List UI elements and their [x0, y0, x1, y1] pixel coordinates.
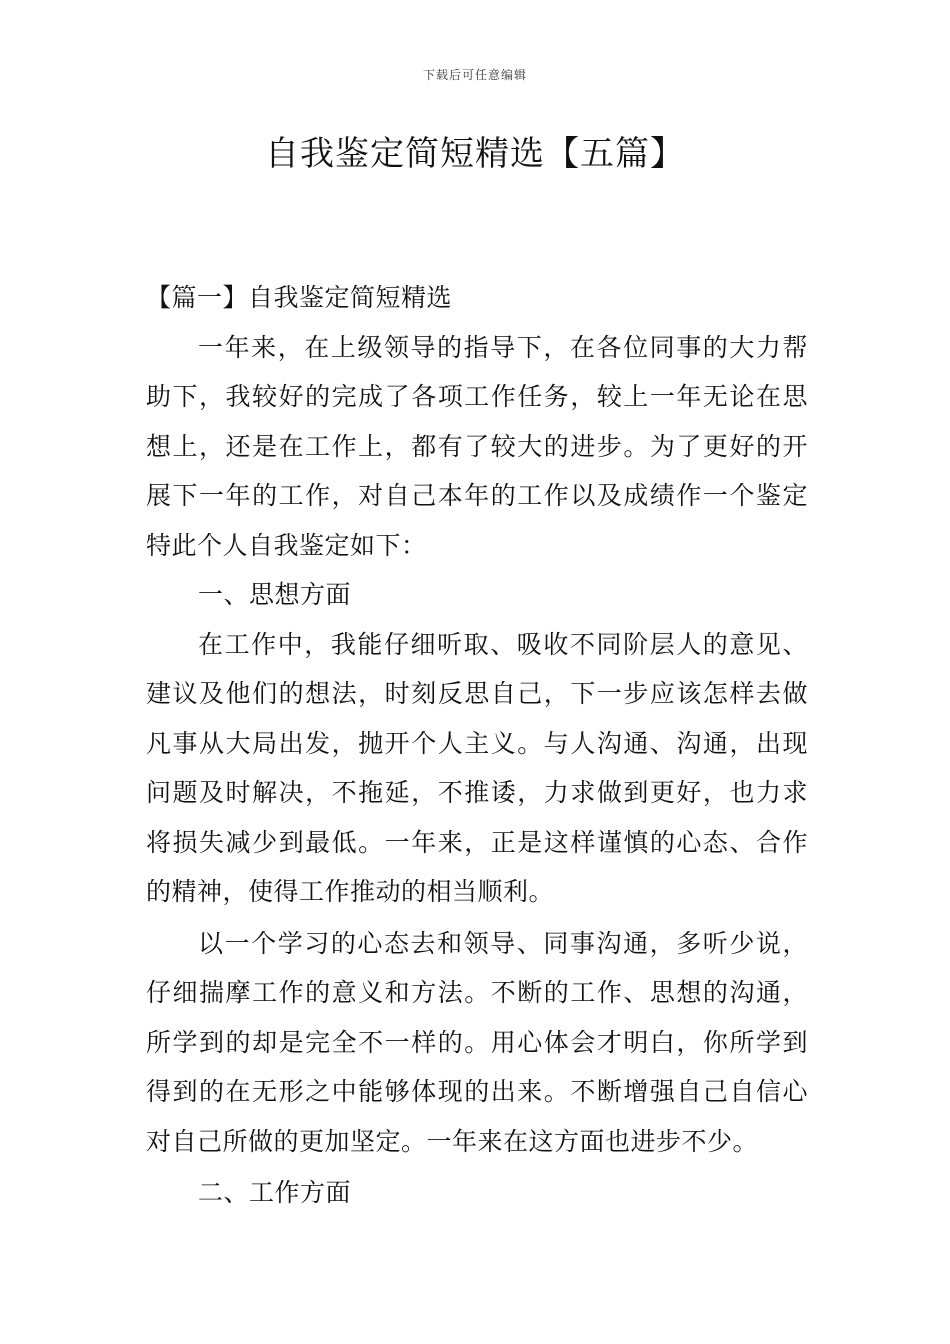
paragraph-thought-2: 以一个学习的心态去和领导、同事沟通，多听少说，仔细揣摩工作的意义和方法。不断的工作、思想的沟通，所学到的却是完全不一样的。用心体会才明白，你所学到得到的在无形之中能够体现的出来。不断增强自己自信心对自己所做的更加坚定。一年来在这方面也进步不少。 — [146, 928, 808, 1156]
header-note: 下载后可任意编辑 — [422, 68, 527, 82]
paragraph-thought-1: 在工作中，我能仔细听取、吸收不同阶层人的意见、建议及他们的想法，时刻反思自己，下一步应该怎样去做凡事从大局出发，抛开个人主义。与人沟通、沟通，出现问题及时解决，不拖延，不推诿，力求做到更好，也力求将损失减少到最低。一年来，正是这样谨慎的心态、合作的精神，使得工作推动的相当顺利。 — [146, 629, 808, 906]
heading-work: 二、工作方面 — [198, 1178, 352, 1207]
heading-thought: 一、思想方面 — [198, 580, 352, 609]
document-body — [146, 273, 808, 1218]
section-title: 【篇一】自我鉴定简短精选 — [146, 283, 453, 312]
paragraph-intro: 一年来，在上级领导的指导下，在各位同事的大力帮助下，我较好的完成了各项工作任务，较上一年无论在思想上，还是在工作上，都有了较大的进步。为了更好的开展下一年的工作，对自己本年的工作以及成绩作一个鉴定特此个人自我鉴定如下： — [146, 332, 808, 560]
document-title: 自我鉴定简短精选【五篇】 — [265, 134, 685, 174]
